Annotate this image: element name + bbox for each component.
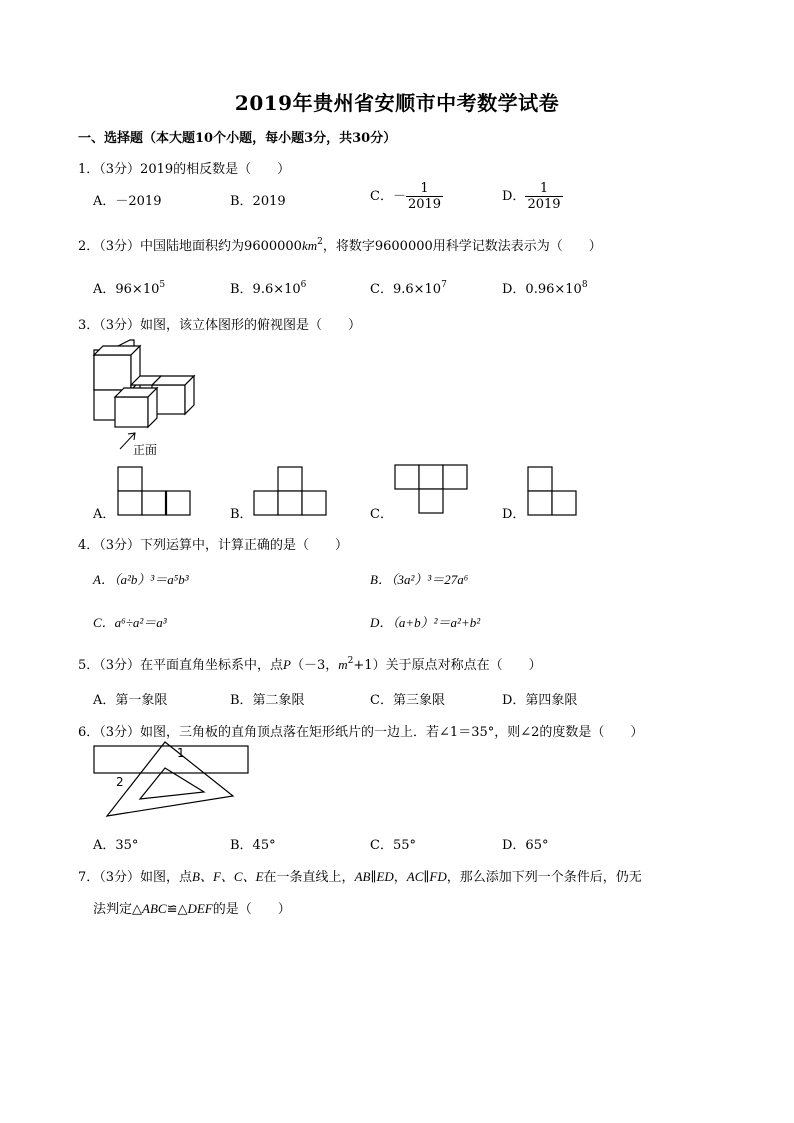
stem-text: ，那么添加下列一个条件后，仍无 bbox=[446, 870, 642, 885]
question-2-stem bbox=[78, 235, 602, 254]
denominator: 2019 bbox=[527, 197, 561, 212]
option-c-grid-figure bbox=[394, 464, 469, 516]
question-6-option-b[interactable]: B．45° bbox=[230, 838, 276, 853]
denominator: 2019 bbox=[407, 197, 442, 212]
stem-text: 法判定△ bbox=[93, 902, 142, 917]
exponent: 5 bbox=[159, 280, 166, 290]
fraction bbox=[406, 181, 443, 212]
numerator: 1 bbox=[525, 181, 562, 197]
question-4-option-c[interactable]: C．a⁶÷a²＝a³ bbox=[93, 615, 167, 630]
unit: km bbox=[301, 238, 318, 253]
stem-text: 的是（ ） bbox=[212, 902, 291, 917]
question-1-stem: 1．（3分）2019的相反数是（ ） bbox=[78, 162, 291, 177]
question-4-option-a[interactable]: A．（a²b）³＝a⁵b³ bbox=[93, 572, 189, 587]
exponent: 7 bbox=[441, 280, 447, 290]
section-heading: 一、选择题（本大题10个小题，每小题3分，共30分） bbox=[78, 131, 397, 146]
question-3-option-a[interactable]: A． bbox=[93, 507, 116, 522]
option-b-grid-figure bbox=[253, 466, 328, 516]
exponent: 8 bbox=[581, 280, 588, 290]
question-2-option-d[interactable] bbox=[502, 278, 588, 297]
option-text: B．9.6×10 bbox=[230, 282, 301, 297]
question-5-option-b[interactable]: B．第二象限 bbox=[230, 693, 305, 708]
parallel-relation: AB∥ED bbox=[354, 869, 394, 884]
question-5-option-a[interactable]: A．第一象限 bbox=[93, 693, 168, 708]
question-7-stem-line-2 bbox=[93, 898, 291, 917]
option-label: C．－ bbox=[370, 189, 406, 204]
page-title: 2019年贵州省安顺市中考数学试卷 bbox=[234, 91, 560, 115]
triangle-label: ABC bbox=[142, 901, 167, 916]
question-1-option-b[interactable]: B．2019 bbox=[230, 194, 286, 209]
question-6-option-d[interactable]: D．65° bbox=[502, 838, 549, 853]
fraction bbox=[525, 181, 562, 212]
stem-text: （－3， bbox=[291, 658, 339, 673]
stem-text: 2．（3分）中国陆地面积约为9600000 bbox=[78, 239, 302, 254]
points-label: B、F、C、E bbox=[192, 869, 264, 884]
question-6-option-c[interactable]: C．55° bbox=[370, 838, 416, 853]
question-2-option-b[interactable] bbox=[230, 278, 306, 297]
question-1-option-a[interactable]: A．－2019 bbox=[93, 194, 162, 209]
congruence-symbol: ≌△ bbox=[166, 902, 188, 917]
option-text: C．9.6×10 bbox=[370, 282, 442, 297]
question-2-option-c[interactable] bbox=[370, 278, 447, 297]
question-7-stem-line-1 bbox=[78, 866, 642, 885]
exponent: 6 bbox=[300, 280, 307, 290]
stem-text: 在一条直线上， bbox=[263, 870, 355, 885]
stem-text: 5．（3分）在平面直角坐标系中，点 bbox=[78, 658, 284, 673]
question-4-option-d[interactable]: D．（a+b）²＝a²+b² bbox=[370, 615, 481, 630]
angle-1-label: 1 bbox=[177, 746, 185, 760]
exponent: 2 bbox=[347, 656, 354, 666]
question-5-stem bbox=[78, 654, 542, 673]
stem-text: 7．（3分）如图，点 bbox=[78, 870, 193, 885]
question-4-stem: 4．（3分）下列运算中，计算正确的是（ ） bbox=[78, 538, 349, 553]
question-2-option-a[interactable] bbox=[93, 278, 165, 297]
triangle-ruler-figure bbox=[92, 740, 252, 820]
option-text: A．96×10 bbox=[93, 282, 160, 297]
exponent: 2 bbox=[317, 237, 323, 247]
question-6-stem: 6．（3分）如图，三角板的直角顶点落在矩形纸片的一边上．若∠1＝35°，则∠2的度数是（ ） bbox=[78, 725, 644, 740]
stem-text: ， bbox=[393, 870, 407, 885]
option-text: D．0.96×10 bbox=[502, 282, 582, 297]
front-label: 正面 bbox=[133, 443, 158, 457]
parallel-relation: AC∥FD bbox=[406, 869, 447, 884]
question-3-option-c[interactable]: C． bbox=[370, 507, 393, 522]
option-label: D． bbox=[502, 189, 526, 204]
question-1-option-c[interactable] bbox=[370, 181, 443, 212]
question-5-option-d[interactable]: D．第四象限 bbox=[502, 693, 578, 708]
variable: m bbox=[338, 657, 348, 672]
angle-2-label: 2 bbox=[116, 775, 124, 789]
question-3-option-d[interactable]: D． bbox=[502, 507, 526, 522]
option-d-grid-figure bbox=[527, 466, 579, 516]
stem-text: +1）关于原点对称点在（ ） bbox=[353, 658, 542, 673]
question-4-option-b[interactable]: B．（3a²）³＝27a⁶ bbox=[370, 572, 469, 587]
question-3-stem: 3．（3分）如图，该立体图形的俯视图是（ ） bbox=[78, 318, 362, 333]
point-label: P bbox=[283, 657, 291, 672]
question-5-option-c[interactable]: C．第三象限 bbox=[370, 693, 445, 708]
numerator: 1 bbox=[406, 181, 443, 197]
triangle-label: DEF bbox=[187, 901, 213, 916]
option-a-grid-figure bbox=[117, 466, 192, 516]
question-3-option-b[interactable]: B． bbox=[230, 507, 253, 522]
question-6-option-a[interactable]: A．35° bbox=[93, 838, 139, 853]
question-1-option-d[interactable] bbox=[502, 181, 563, 212]
cube-stack-figure bbox=[90, 340, 200, 460]
stem-text: ，将数字9600000用科学记数法表示为（ ） bbox=[322, 239, 602, 254]
